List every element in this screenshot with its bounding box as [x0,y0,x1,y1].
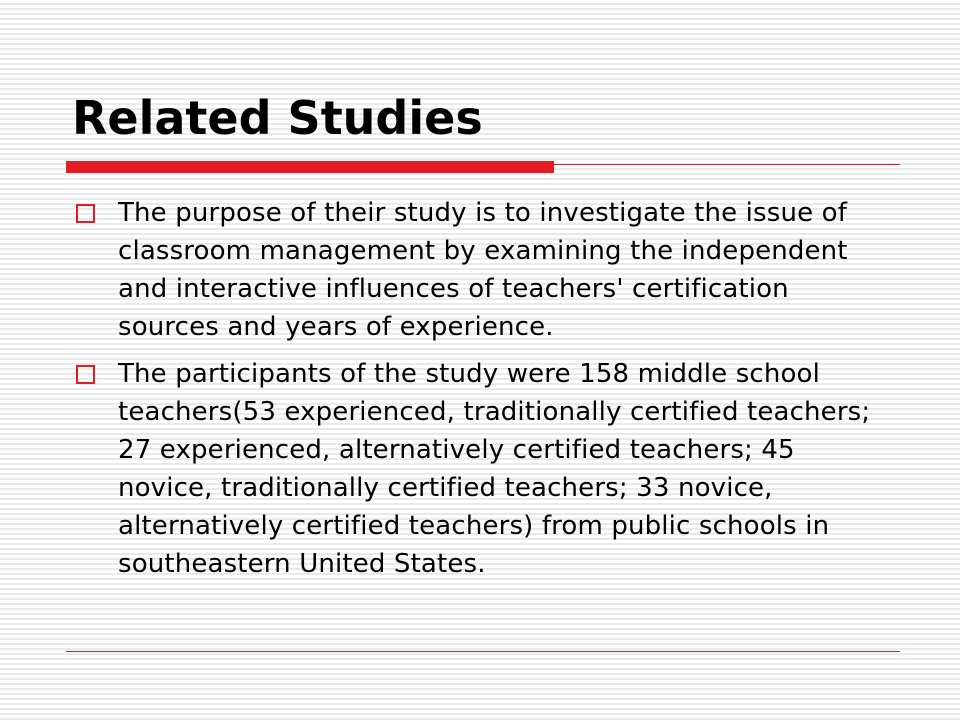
slide-title: Related Studies [72,91,483,145]
hollow-square-bullet-icon [76,204,95,223]
bullet-item-participants [72,355,872,583]
title-underline-rule [554,164,900,165]
bullet-text-purpose: The purpose of their study is to investigate the issue of classroom management by examining the independent and interactive influences of teachers' certification sources and years of experience. [118,198,848,342]
title-underline-accent [66,161,554,173]
hollow-square-bullet-icon [76,365,95,384]
bullet-item-purpose [72,194,872,346]
footer-rule [66,651,900,652]
bullet-text-participants: The participants of the study were 158 middle school teachers(53 experienced, traditionally certified teachers; 27 experienced, alternatively certified teachers; 45 novice, traditionally certified teachers; 33 novice, alternatively certified teachers) from public schools in southeastern United States. [118,359,871,579]
bullet-list [72,194,872,592]
